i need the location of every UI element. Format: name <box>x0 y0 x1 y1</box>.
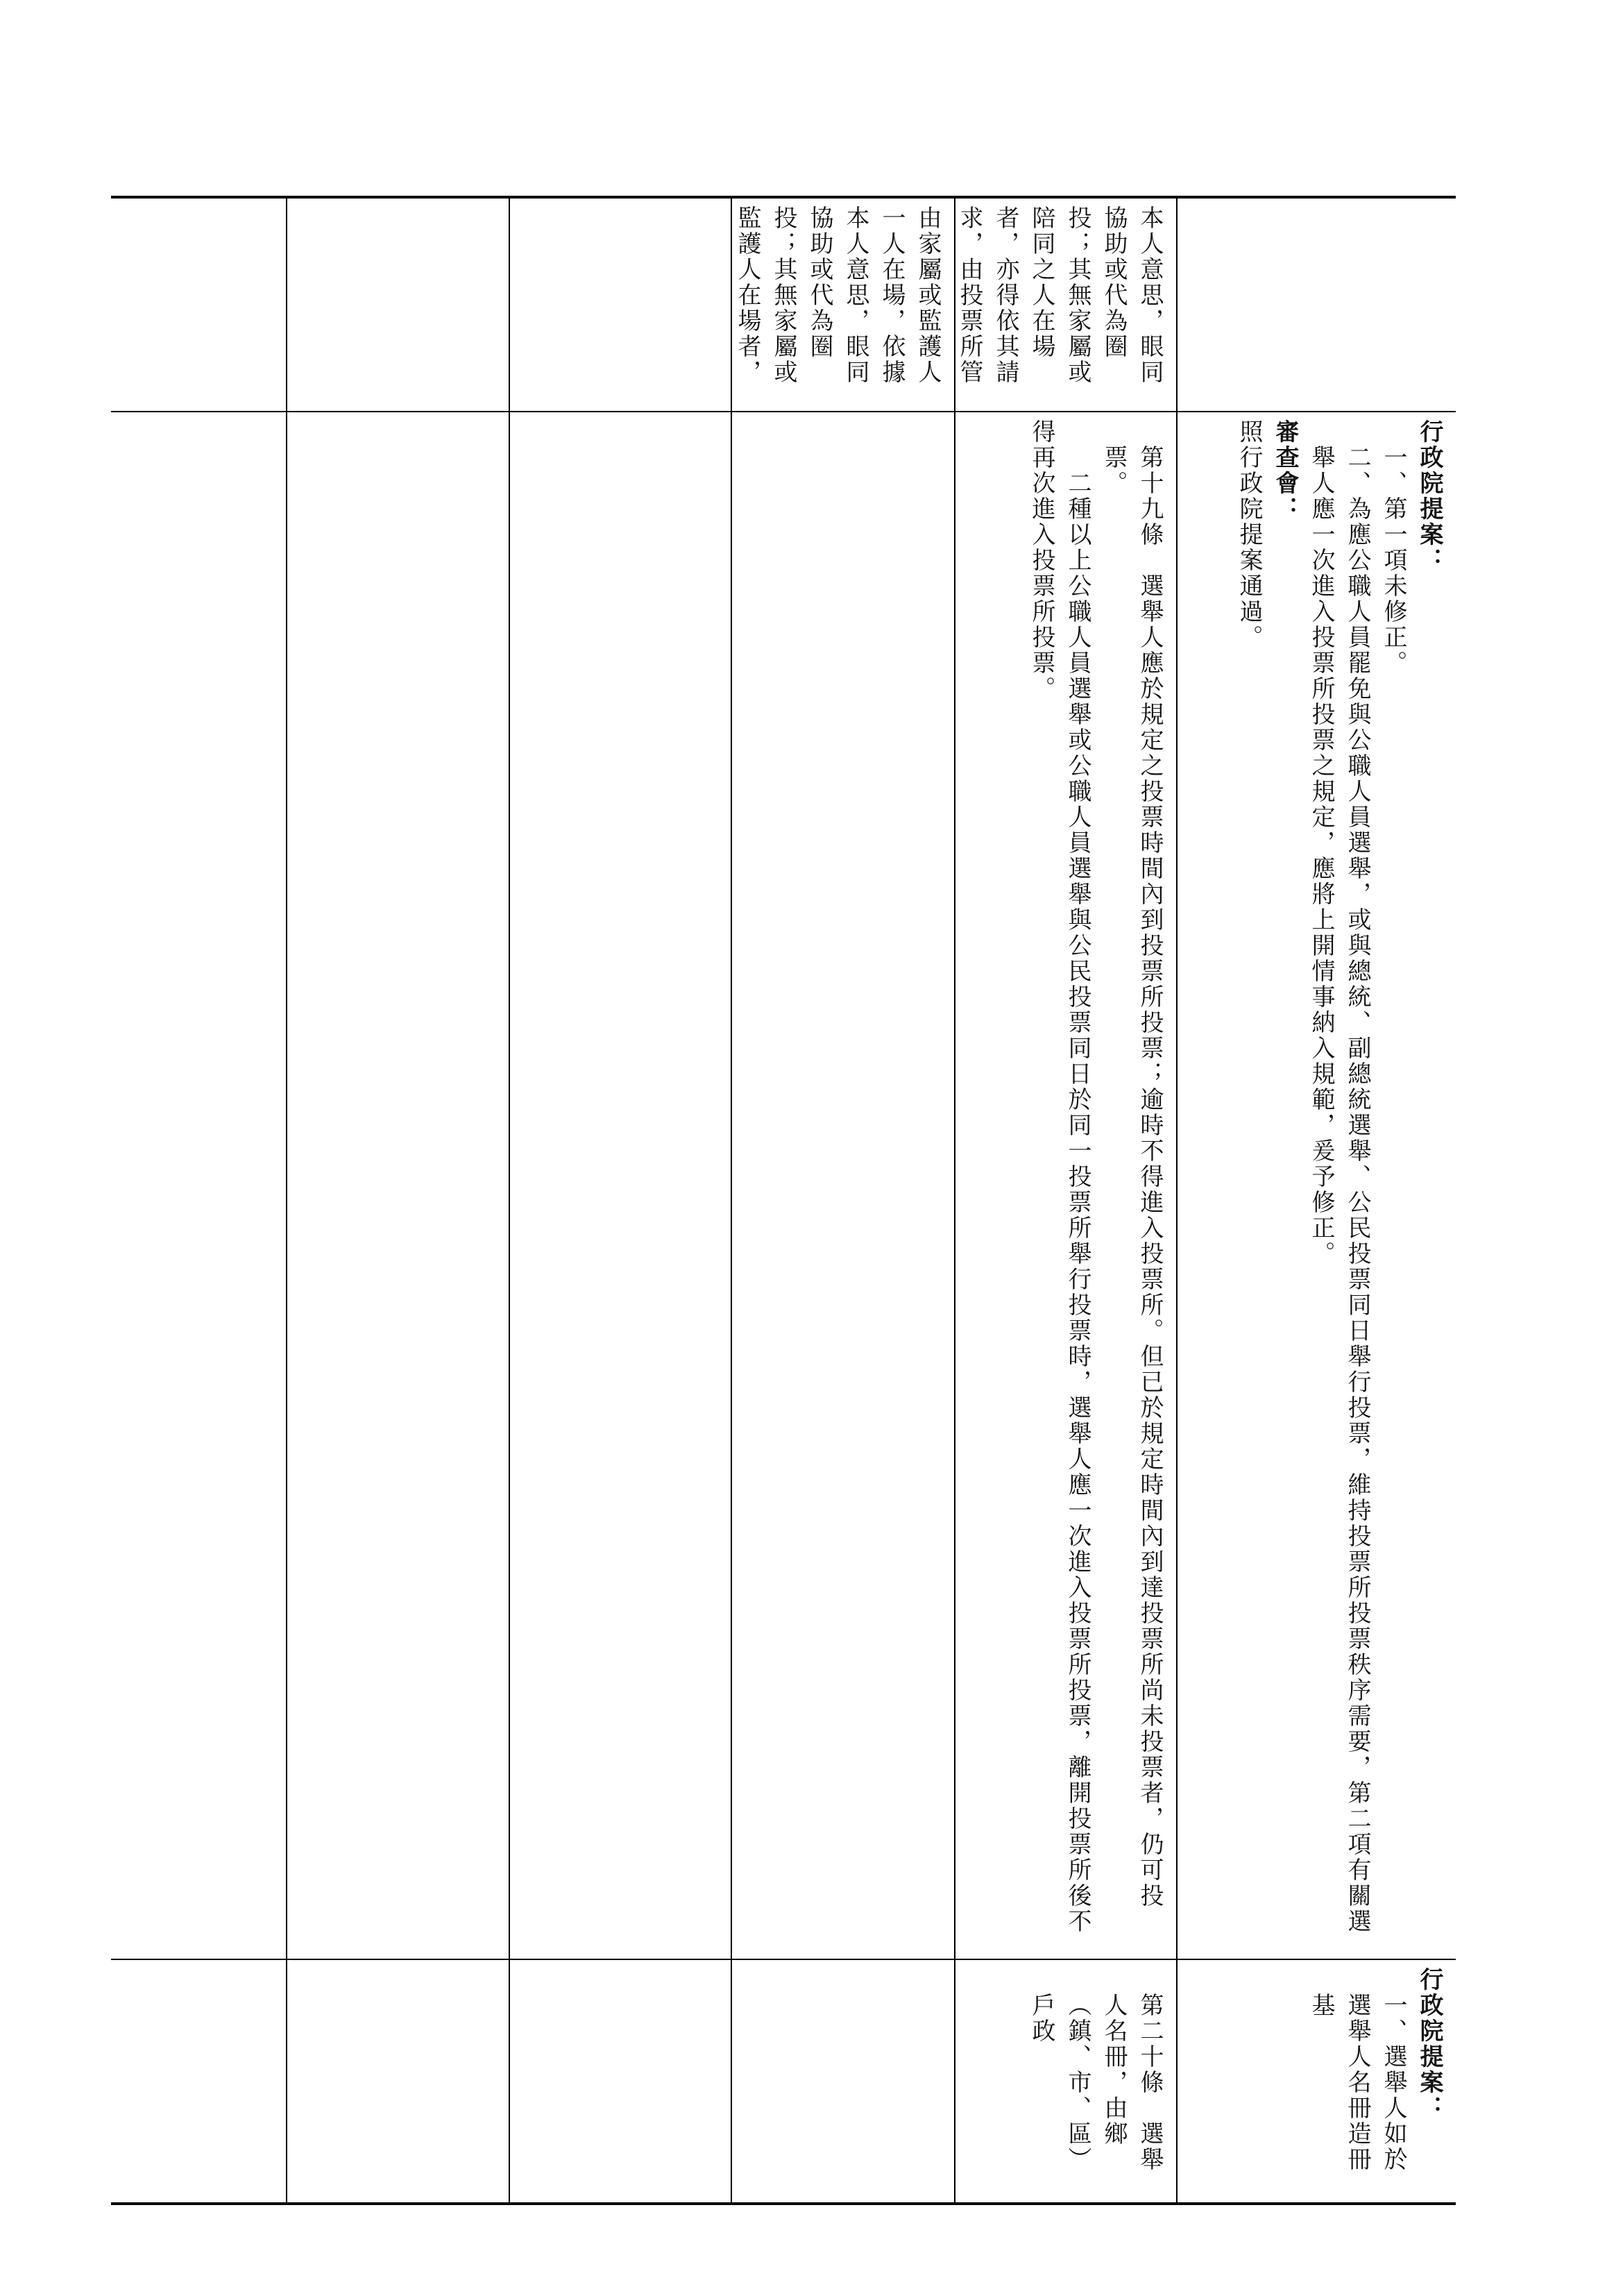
top-row-col-2: 本人意思，眼同協助或代為圈投；其無家屬或陪同之人在場者，亦得依其請求，由投票所管 <box>955 205 1164 385</box>
article-col-2: 第十九條 選舉人應於規定之投票時間內到投票所投票；逾時不得進入投票所。但已於規定時間內到達投票所尚未投票者，仍可投票。 二種以上公職人員選舉或公職人員選舉與公民投票同日於同一投票所舉行投票時，選舉人應一次進入投票所投票，離開投票所後不得再次進入投票所投票。 <box>1028 419 1164 1934</box>
comparison-table <box>111 196 1456 2205</box>
article-col-3 <box>732 412 954 1959</box>
bottom-note: 行政院提案： 一、選舉人如於選舉人名冊造冊基 <box>1307 1967 1443 2173</box>
bottom-col-2: 第二十條 選舉人名冊，由鄉（鎮、市、區）戶政 <box>1028 1993 1164 2173</box>
article-col-6 <box>111 412 286 1959</box>
top-row-col-3: 由家屬或監護人一人在場，依據本人意思，眼同協助或代為圈投；其無家屬或監護人在場者， <box>733 205 942 385</box>
table-bottom-border <box>111 2202 1456 2205</box>
article-col-5 <box>287 412 509 1959</box>
note-column: 行政院提案： 一、第一項未修正。 二、為應公職人員罷免與公職人員選舉，或與總統、副總統選舉、公民投票同日舉行投票，維持投票所投票秩序需要，第二項有關選舉人應一次進入投票所投票之規定，應將上開情事納入規範，爰予修正。 審查會： 照行政院提案通過。 <box>1235 419 1443 1935</box>
article-col-4 <box>510 412 731 1959</box>
